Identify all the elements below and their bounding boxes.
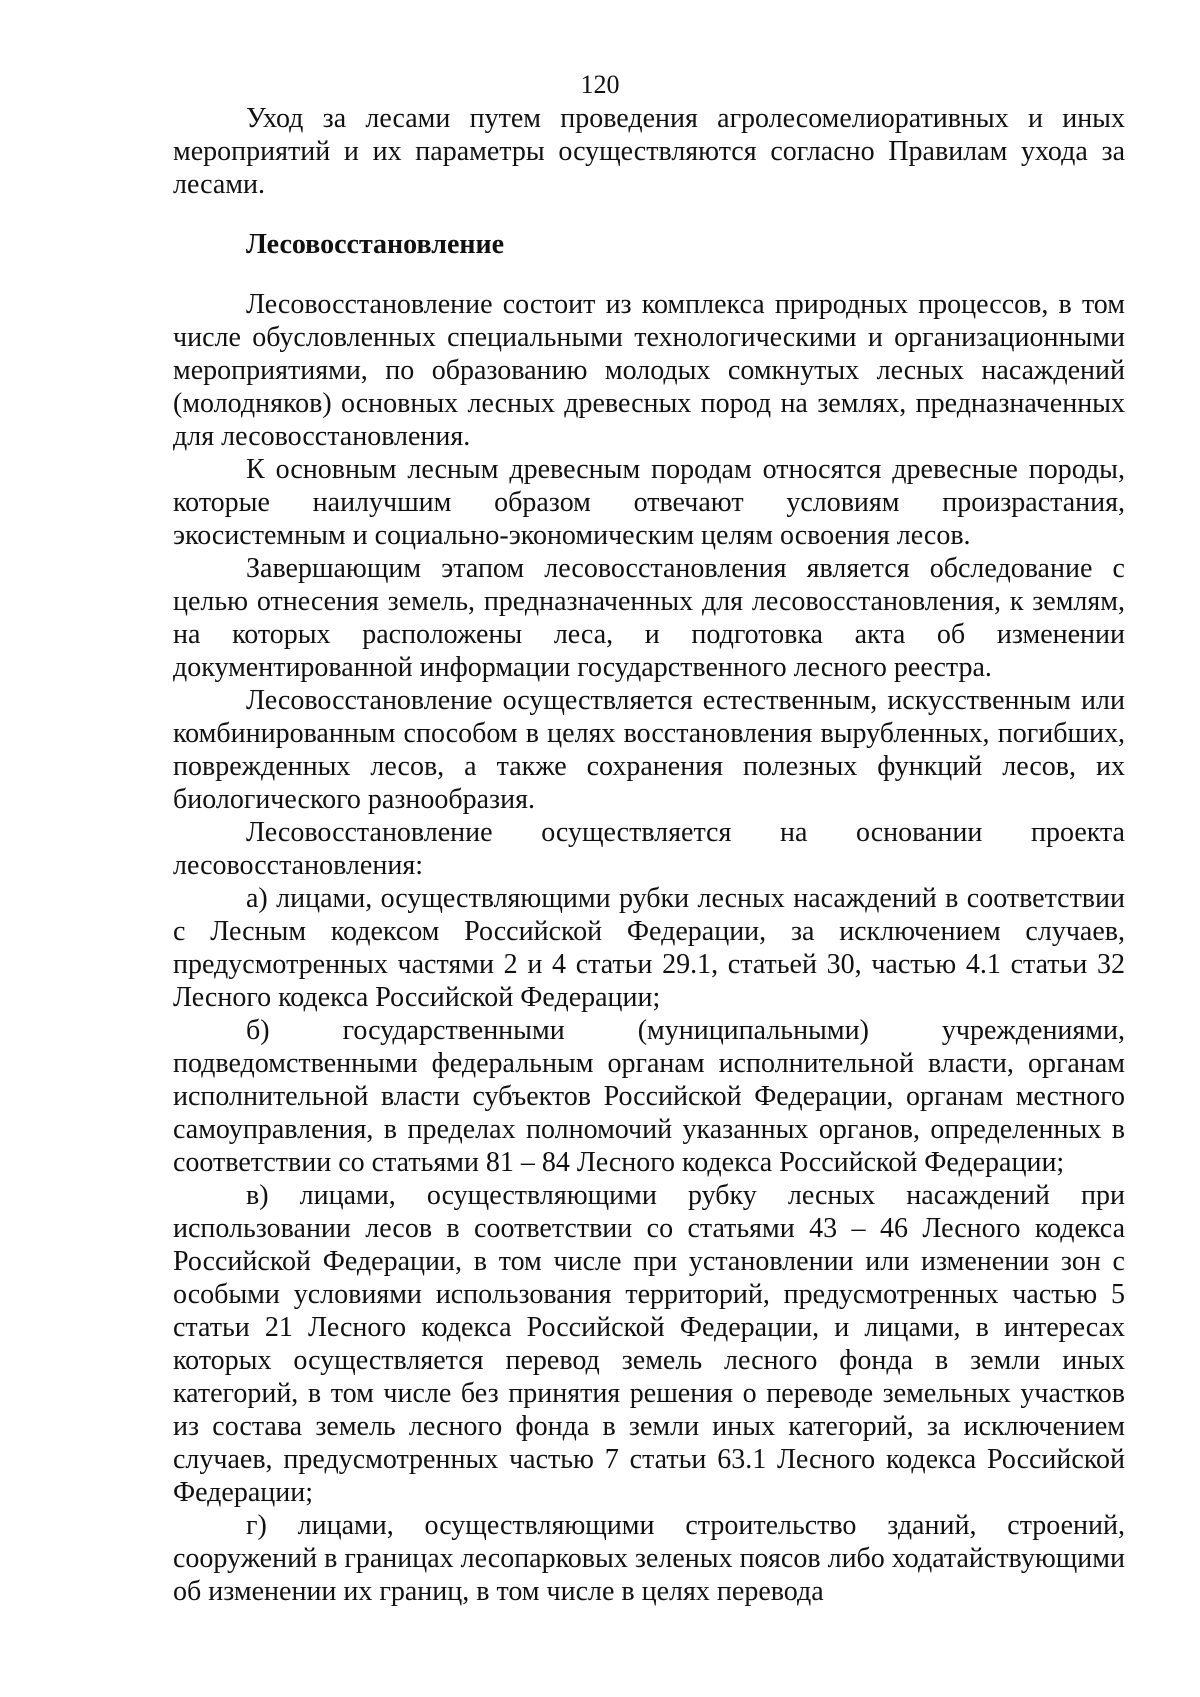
page-number: 120: [580, 70, 620, 99]
list-item-v: в) лицами, осуществляющими рубку лесных насаждений при использовании лесов в соответствии со статьями 43 – 46 Лесного кодекса Российской Федерации, в том числе при установлении или изменении зон с особыми условиями использования территорий, предусмотренных частью 5 статьи 21 Лесного кодекса Российской Федерации, и лицами, в интересах которых осуществляется перевод земель лесного фонда в земли иных категорий, в том числе без принятия решения о переводе земельных участков из состава земель лесного фонда в земли иных категорий, за исключением случаев, предусмотренных частью 7 статьи 63.1 Лесного кодекса Российской Федерации;: [173, 1180, 1125, 1508]
paragraph-2: К основным лесным древесным породам относятся древесные породы, которые наилучшим образом отвечают условиям произрастания, экосистемным и социально-экономическим целям освоения лесов.: [173, 454, 1125, 551]
intro-paragraph: Уход за лесами путем проведения агролесомелиоративных и иных мероприятий и их параметры осуществляются согласно Правилам ухода за лесами.: [173, 103, 1125, 200]
paragraph-3: Завершающим этапом лесовосстановления является обследование с целью отнесения земель, предназначенных для лесовосстановления, к землям, на которых расположены леса, и подготовка акта об изменении документированной информации государственного лесного реестра.: [173, 553, 1125, 683]
list-item-a: а) лицами, осуществляющими рубки лесных насаждений в соответствии с Лесным кодексом Российской Федерации, за исключением случаев, предусмотренных частями 2 и 4 статьи 29.1, статьей 30, частью 4.1 статьи 32 Лесного кодекса Российской Федерации;: [173, 883, 1125, 1013]
list-item-g: г) лицами, осуществляющими строительство зданий, строений, сооружений в границах лесопарковых зеленых поясов либо ходатайствующими об изменении их границ, в том числе в целях перевода: [173, 1510, 1125, 1607]
section-heading: Лесовосстановление: [246, 229, 505, 260]
paragraph-1: Лесовосстановление состоит из комплекса природных процессов, в том числе обусловленных специальными технологическими и организационными мероприятиями, по образованию молодых сомкнутых лесных насаждений (молодняков) основных лесных древесных пород на землях, предназначенных для лесовосстановления.: [173, 289, 1125, 452]
list-item-b: б) государственными (муниципальными) учреждениями, подведомственными федеральным органам исполнительной власти, органам исполнительной власти субъектов Российской Федерации, органам местного самоуправления, в пределах полномочий указанных органов, определенных в соответствии со статьями 81 – 84 Лесного кодекса Российской Федерации;: [173, 1015, 1125, 1178]
document-body: [173, 102, 1125, 1608]
paragraph-5: Лесовосстановление осуществляется на основании проекта лесовосстановления:: [173, 817, 1125, 881]
paragraph-4: Лесовосстановление осуществляется естественным, искусственным или комбинированным способом в целях восстановления вырубленных, погибших, поврежденных лесов, а также сохранения полезных функций лесов, их биологического разнообразия.: [173, 685, 1125, 815]
